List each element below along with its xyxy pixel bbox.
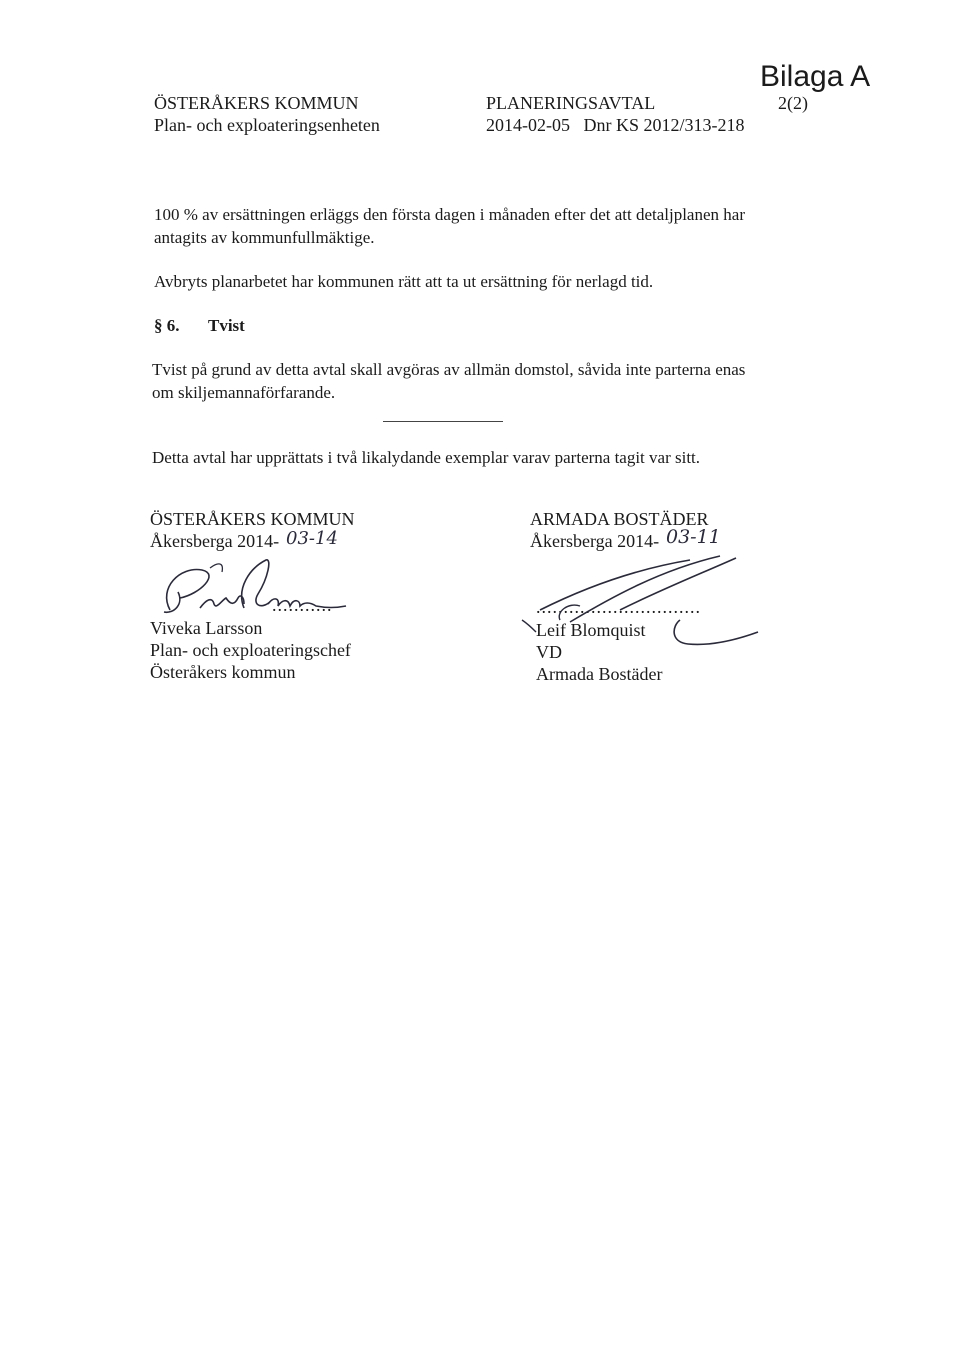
right-handwritten-date: 03-11 xyxy=(666,526,721,548)
paragraph-payment-line2: antagits av kommunfullmäktige. xyxy=(154,228,375,247)
header-org-name: ÖSTERÅKERS KOMMUN xyxy=(154,93,359,113)
paragraph-dispute-line1: Tvist på grund av detta avtal skall avgöras av allmän domstol, såvida inte parterna enas xyxy=(152,360,746,379)
right-signature-line: .............................. xyxy=(536,597,701,617)
paragraph-cancellation: Avbryts planarbetet har kommunen rätt att ta ut ersättning för nerlagd tid. xyxy=(154,272,654,291)
left-party-name: ÖSTERÅKERS KOMMUN xyxy=(150,509,355,529)
header-unit: Plan- och exploateringsenheten xyxy=(154,115,380,135)
section-divider xyxy=(383,421,503,422)
paragraph-closing: Detta avtal har upprättats i två likalydande exemplar varav parterna tagit var sitt. xyxy=(152,448,701,467)
section-number: § 6. xyxy=(154,316,180,335)
left-signatory-org: Österåkers kommun xyxy=(150,662,296,682)
paragraph-dispute-line2: om skiljemannaförfarande. xyxy=(152,383,336,402)
header-doc-type: PLANERINGSAVTAL xyxy=(486,93,656,113)
left-place-date: Åkersberga 2014- xyxy=(150,531,280,551)
left-handwritten-signature xyxy=(140,548,380,628)
right-signatory-name: Leif Blomquist xyxy=(536,620,646,640)
paragraph-payment-line1: 100 % av ersättningen erläggs den första dagen i månaden efter det att detaljplanen har xyxy=(154,205,745,224)
appendix-label: Bilaga A xyxy=(760,60,871,93)
left-handwritten-date: 03-14 xyxy=(286,528,338,549)
left-signatory-name: Viveka Larsson xyxy=(150,618,263,638)
page-number: 2(2) xyxy=(778,93,808,113)
header-date-reference: 2014-02-05 Dnr KS 2012/313-218 xyxy=(486,115,745,135)
left-signatory-title: Plan- och exploateringschef xyxy=(150,640,351,660)
left-signature-line: ........... xyxy=(272,595,333,615)
right-place-date: Åkersberga 2014- xyxy=(530,531,660,551)
section-title: Tvist xyxy=(208,316,245,335)
right-party-name: ARMADA BOSTÄDER xyxy=(530,509,709,529)
right-signatory-title: VD xyxy=(536,642,562,662)
right-signatory-org: Armada Bostäder xyxy=(536,664,663,684)
